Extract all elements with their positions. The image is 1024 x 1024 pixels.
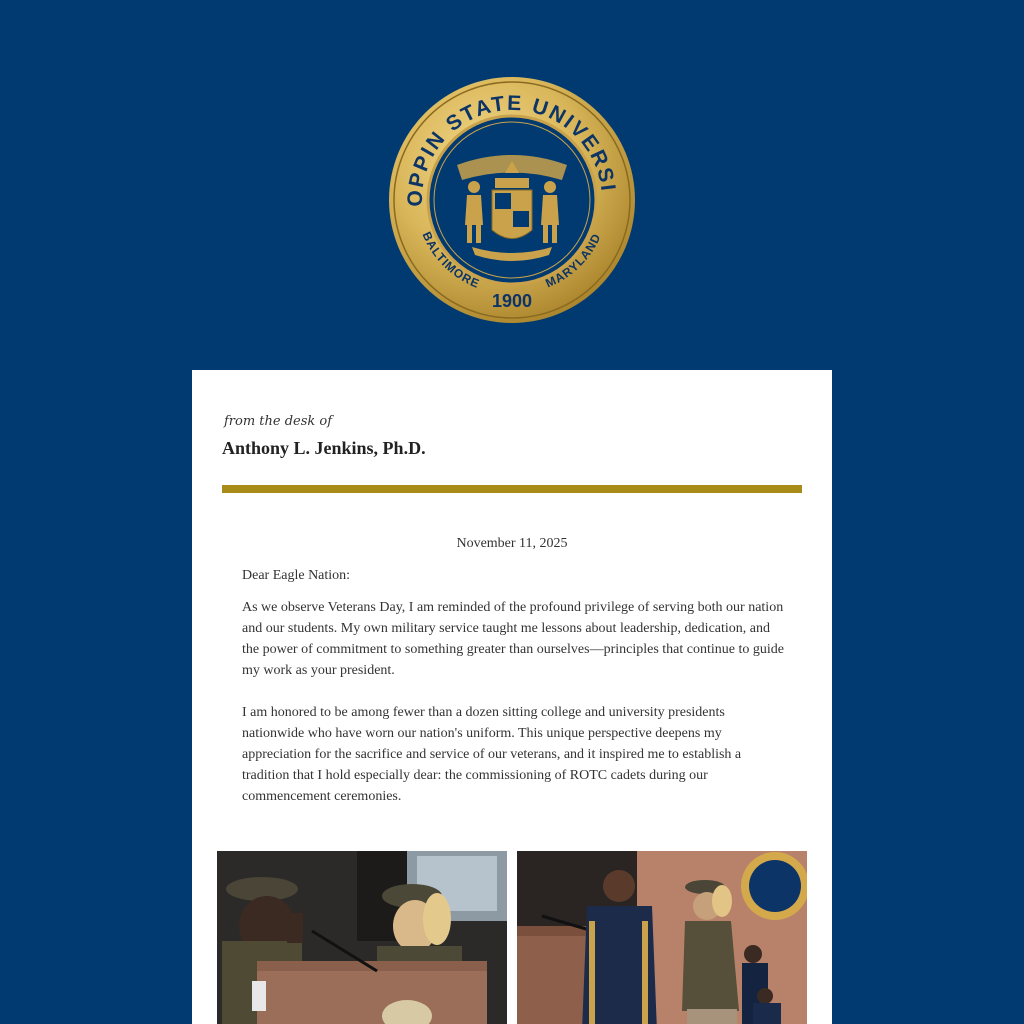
seal-ring-text: OPPIN STATE UNIVERSI [403,91,620,207]
university-seal [387,75,637,325]
photo-rotc-oath [217,851,507,1024]
salutation: Dear Eagle Nation: [242,568,351,583]
letter-date: November 11, 2025 [456,536,568,551]
from-desk-label: from the desk of [224,414,333,429]
letter-card [192,370,832,1024]
divider [222,485,802,493]
rotc-oath-photo-icon [217,851,507,1024]
photo-commencement-handshake [517,851,807,1024]
seal-state-text: MARYLAND [543,230,604,291]
commencement-handshake-photo-icon [517,851,807,1024]
author-name: Anthony L. Jenkins, Ph.D. [222,438,426,458]
paragraph: As we observe Veterans Day, I am reminded of the profound privilege of serving both our nation and our students. My own military service taught me lessons about leadership, dedication, and the power of commitment to something greater than ourselves—principles that continue to guide my work as your president. [242,600,784,678]
paragraph: I am honored to be among fewer than a dozen sitting college and university presidents nationwide who have worn our nation's uniform. This unique perspective deepens my appreciation for the sacrifice and service of our veterans, and it inspired me to establish a tradition that I hold especially dear: the commissioning of ROTC cadets during our commencement ceremonies. [242,705,742,804]
seal-year-text: 1900 [491,291,533,311]
seal-icon [387,75,637,325]
seal-city-text: BALTIMORE [419,229,483,291]
